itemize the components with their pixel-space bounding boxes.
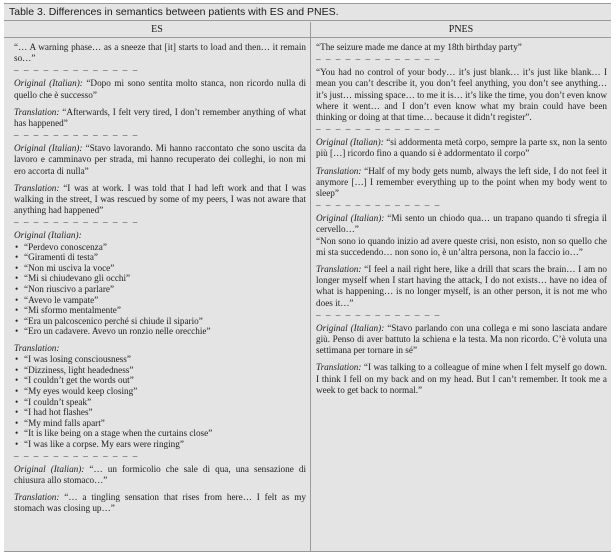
pnes-quote-5b: “Non sono io quando inizio ad avere queste crisi, non esisto, non so quello che mi sta succedendo… non sono io, è un’altra persona, non la faccio io…” [316, 235, 607, 257]
list-item: • “Mi si chiudevano gli occhi” [14, 273, 306, 284]
list-item: • “Giramenti di testa” [14, 252, 306, 263]
es-quote-3 [14, 107, 306, 129]
es-quote-6-label: Original (Italian): [14, 230, 82, 241]
table-caption: Table 3. Differences in semantics between patients with ES and PNES. [4, 4, 611, 21]
separator: – – – – – – – – – – – – – [316, 200, 441, 211]
pnes-quote-4-text: “Half of my body gets numb, always the left side, I do not feel it anymore […] I remember everything up to the point when my body went to sleep” [316, 165, 607, 199]
pnes-quote-6 [316, 264, 607, 309]
separator: – – – – – – – – – – – – – [316, 309, 441, 320]
es-italian-list [14, 242, 306, 337]
pnes-quote-5-text: “Mi sento un chiodo qua… un trapano quando ti sfregia il cervello…” [316, 213, 607, 235]
es-quote-4-label: Original (Italian): [14, 143, 83, 154]
separator: – – – – – – – – – – – – – [14, 217, 139, 228]
es-quote-8-label: Original (Italian): [14, 463, 85, 474]
separator: – – – – – – – – – – – – – [14, 130, 139, 141]
pnes-quote-3-label: Original (Italian): [316, 137, 384, 148]
es-quote-2-text: “Dopo mi sono sentita molto stanca, non ricordo nulla di quello che è successo” [14, 78, 306, 100]
pnes-quote-4 [316, 166, 607, 200]
semantics-table [4, 3, 611, 552]
es-quote-5-label: Translation: [14, 182, 60, 193]
separator: – – – – – – – – – – – – – [14, 65, 139, 76]
list-item: • “My mind falls apart” [14, 418, 306, 429]
list-item: • “Dizziness, light headedness” [14, 365, 306, 376]
pnes-quote-6-text: “I feel a nail right here, like a drill that scars the brain… I am no longer myself when I start having the attack, I do not exists… have no idea of what is happening… is no longer myself, is an other person, it is not me who does it…” [316, 264, 607, 308]
es-quote-1: “… A warning phase… as a sneeze that [it] starts to load and then… it remain so…” [14, 42, 306, 64]
pnes-quote-7 [316, 323, 607, 357]
es-quote-9 [14, 492, 306, 514]
pnes-quote-4-label: Translation: [316, 165, 362, 176]
es-quote-4-text: “Stavo lavorando. Mi hanno raccontato che sono uscita da lavoro e camminavo per strada, mi hanno recuperato dei colleghi, io non mi ero accorta di nulla” [14, 143, 307, 176]
list-item: • “Avevo le vampate” [14, 295, 306, 306]
separator: – – – – – – – – – – – – – [316, 124, 441, 135]
es-quote-4 [14, 143, 306, 177]
separator: – – – – – – – – – – – – – [14, 450, 139, 461]
column-divider [310, 22, 311, 551]
pnes-column [316, 42, 607, 396]
es-quote-5-text: “I was at work. I was told that I had left work and that I was walking in the street, I was rescued by some of my peers, I was not aware that anything had happened” [14, 182, 306, 216]
es-quote-3-label: Translation: [14, 106, 60, 117]
es-quote-8-text: “… un formicolio che sale di qua, una sensazione di chiusura allo stomaco…” [14, 463, 306, 485]
list-item: • “I couldn’t speak” [14, 397, 306, 408]
list-item: • “It is like being on a stage when the curtains close” [14, 428, 306, 439]
list-item: • “Ero un cadavere. Avevo un ronzio nelle orecchie” [14, 326, 306, 337]
es-quote-9-label: Translation: [14, 491, 60, 502]
pnes-quote-6-label: Translation: [316, 264, 362, 275]
es-quote-5 [14, 183, 306, 217]
list-item: • “Era un palcoscenico perché si chiude il sipario” [14, 316, 306, 327]
list-item: • “Non riuscivo a parlare” [14, 284, 306, 295]
list-item: • “Perdevo conoscenza” [14, 242, 306, 253]
separator: – – – – – – – – – – – – – [316, 54, 441, 65]
list-item: • “My eyes would keep closing” [14, 386, 306, 397]
es-quote-8 [14, 464, 306, 486]
pnes-quote-3 [316, 137, 607, 159]
column-header-pnes: PNES [311, 22, 611, 38]
pnes-quote-1: “The seizure made me dance at my 18th birthday party” [316, 42, 522, 52]
list-item: • “I couldn’t get the words out” [14, 375, 306, 386]
pnes-quote-2: “You had no control of your body… it’s just blank… it’s just like blank… I mean you can’t describe it, you don’t feel anything, you don’t see anything… it’s just… missing space… to me it is… it’s like the time, you don’t even know where it went… and I don’t even know what my brain could have been thinking or doing at that time… because it didn’t register”. [316, 67, 607, 123]
column-header-es: ES [4, 22, 310, 38]
pnes-quote-8 [316, 362, 607, 396]
pnes-quote-8-label: Translation: [316, 362, 362, 373]
pnes-quote-3-text: “si addormenta metà corpo, sempre la parte sx, non la sento più […] ricordo fino a quando si è addormentato il corpo” [316, 137, 608, 159]
list-item: • “I was losing consciousness” [14, 354, 306, 365]
pnes-quote-5-label: Original (Italian): [316, 213, 385, 224]
es-column [14, 42, 306, 514]
es-quote-9-text: “… a tingling sensation that rises from here… I felt as my stomach was closing up…” [14, 491, 306, 514]
list-item: • “Non mi usciva la voce” [14, 263, 306, 274]
es-quote-2-label: Original (Italian): [14, 78, 83, 89]
es-quote-7-label: Translation: [14, 342, 60, 353]
list-item: • “I was like a corpse. My ears were ringing” [14, 439, 306, 450]
list-item: • “Mi sformo mentalmente” [14, 305, 306, 316]
es-translation-list [14, 354, 306, 449]
pnes-quote-8-text: “I was talking to a colleague of mine when I felt myself go down. I think I fell on my back and on my head. But I can’t remember. It took me a week to get back to normal.” [316, 362, 607, 395]
list-item: • “I had hot flashes” [14, 407, 306, 418]
pnes-quote-7-label: Original (Italian): [316, 322, 385, 333]
pnes-quote-7-text: “Stavo parlando con una collega e mi sono lasciata andare giù. Penso di aver battuto la schiena e la testa. Ma non ricordo. C’è voluta una settimana per tornare in sé” [316, 322, 607, 356]
es-quote-3-text: “Afterwards, I felt very tired, I don’t remember anything of what has happened” [14, 106, 306, 129]
pnes-quote-5 [316, 213, 607, 235]
es-quote-2 [14, 78, 306, 100]
